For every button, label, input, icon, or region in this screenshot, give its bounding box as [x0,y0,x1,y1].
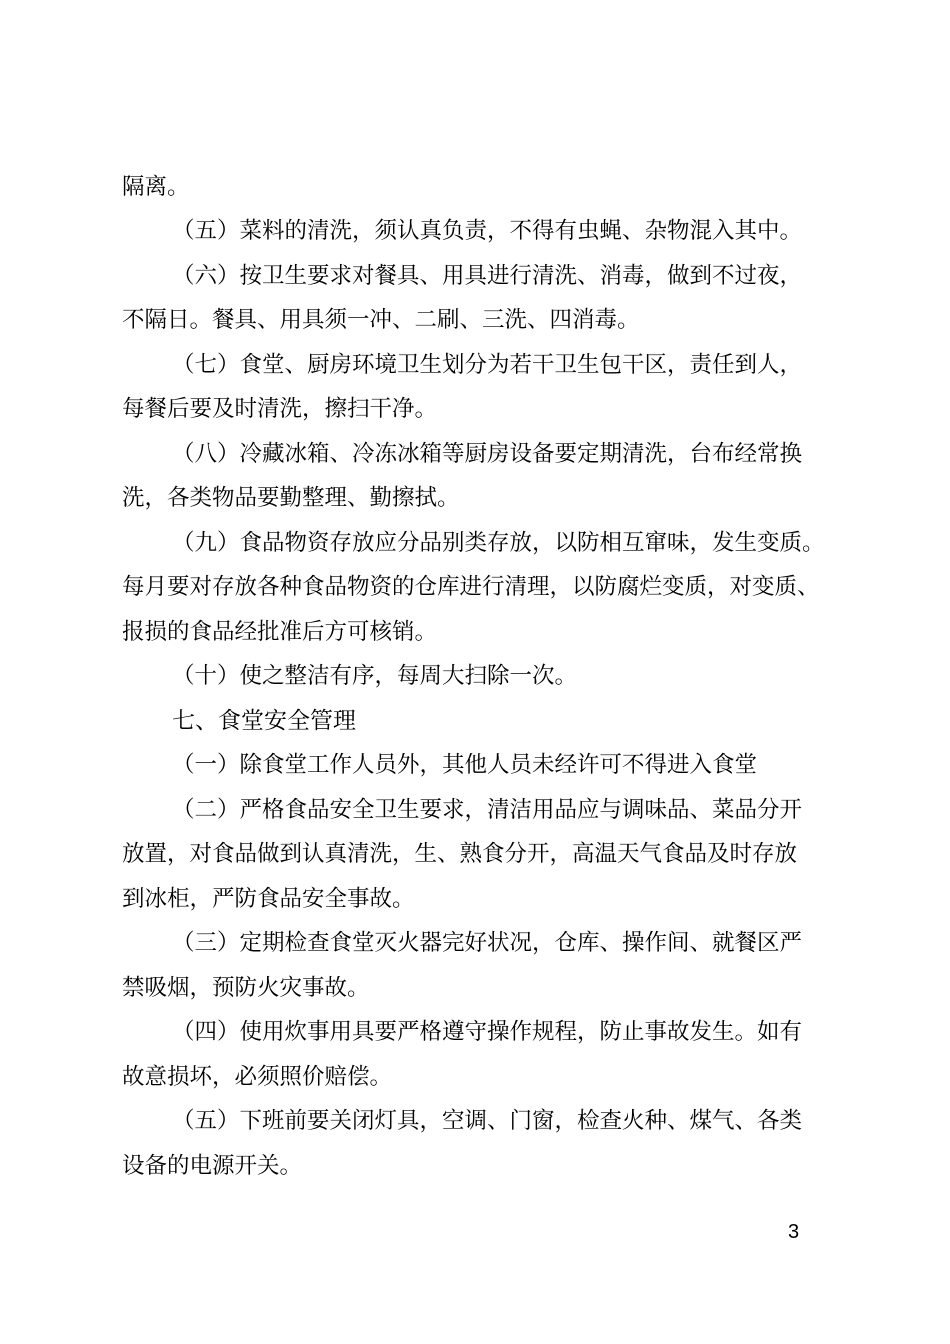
list-item-1-access: （一）除食堂工作人员外，其他人员未经许可不得进入食堂 [172,752,758,778]
list-item-10-cleaning: （十）使之整洁有序，每周大扫除一次。 [172,663,578,689]
text-line: 到冰柜，严防食品安全事故。 [122,886,415,912]
text-line: 报损的食品经批准后方可核销。 [122,619,438,645]
text-line: 每餐后要及时清洗，擦扫干净。 [122,396,438,422]
text-line: 设备的电源开关。 [122,1153,303,1179]
list-item-2-food-safety: （二）严格食品安全卫生要求，清洁用品应与调味品、菜品分开 [172,797,803,823]
list-item-8-equipment: （八）冷藏冰箱、冷冻冰箱等厨房设备要定期清洗，台布经常换 [172,441,803,467]
text-line: 隔离。 [122,174,190,200]
list-item-6-tableware: （六）按卫生要求对餐具、用具进行清洗、消毒，做到不过夜， [172,263,803,289]
text-line: 不隔日。餐具、用具须一冲、二刷、三洗、四消毒。 [122,307,640,333]
text-line: 禁吸烟，预防火灾事故。 [122,975,370,1001]
text-line: 每月要对存放各种食品物资的仓库进行清理，以防腐烂变质，对变质、 [122,574,820,600]
text-line: 故意损坏，必须照价赔偿。 [122,1064,393,1090]
list-item-5-cleaning: （五）菜料的清洗，须认真负责，不得有虫蝇、杂物混入其中。 [172,218,803,244]
list-item-9-storage: （九）食品物资存放应分品别类存放，以防相互窜味，发生变质。 [172,530,825,556]
page-number: 3 [788,1221,800,1243]
list-item-3-fire-safety: （三）定期检查食堂灭火器完好状况，仓库、操作间、就餐区严 [172,930,803,956]
list-item-5-closing: （五）下班前要关闭灯具，空调、门窗，检查火种、煤气、各类 [172,1108,803,1134]
text-line: 放置，对食品做到认真清洗，生、熟食分开，高温天气食品及时存放 [122,841,798,867]
section-heading: 七、食堂安全管理 [172,708,356,734]
list-item-4-utensils: （四）使用炊事用具要严格遵守操作规程，防止事故发生。如有 [172,1019,803,1045]
text-line: 洗，各类物品要勤整理、勤擦拭。 [122,485,460,511]
list-item-7-hygiene-zones: （七）食堂、厨房环境卫生划分为若干卫生包干区，责任到人， [172,352,803,378]
